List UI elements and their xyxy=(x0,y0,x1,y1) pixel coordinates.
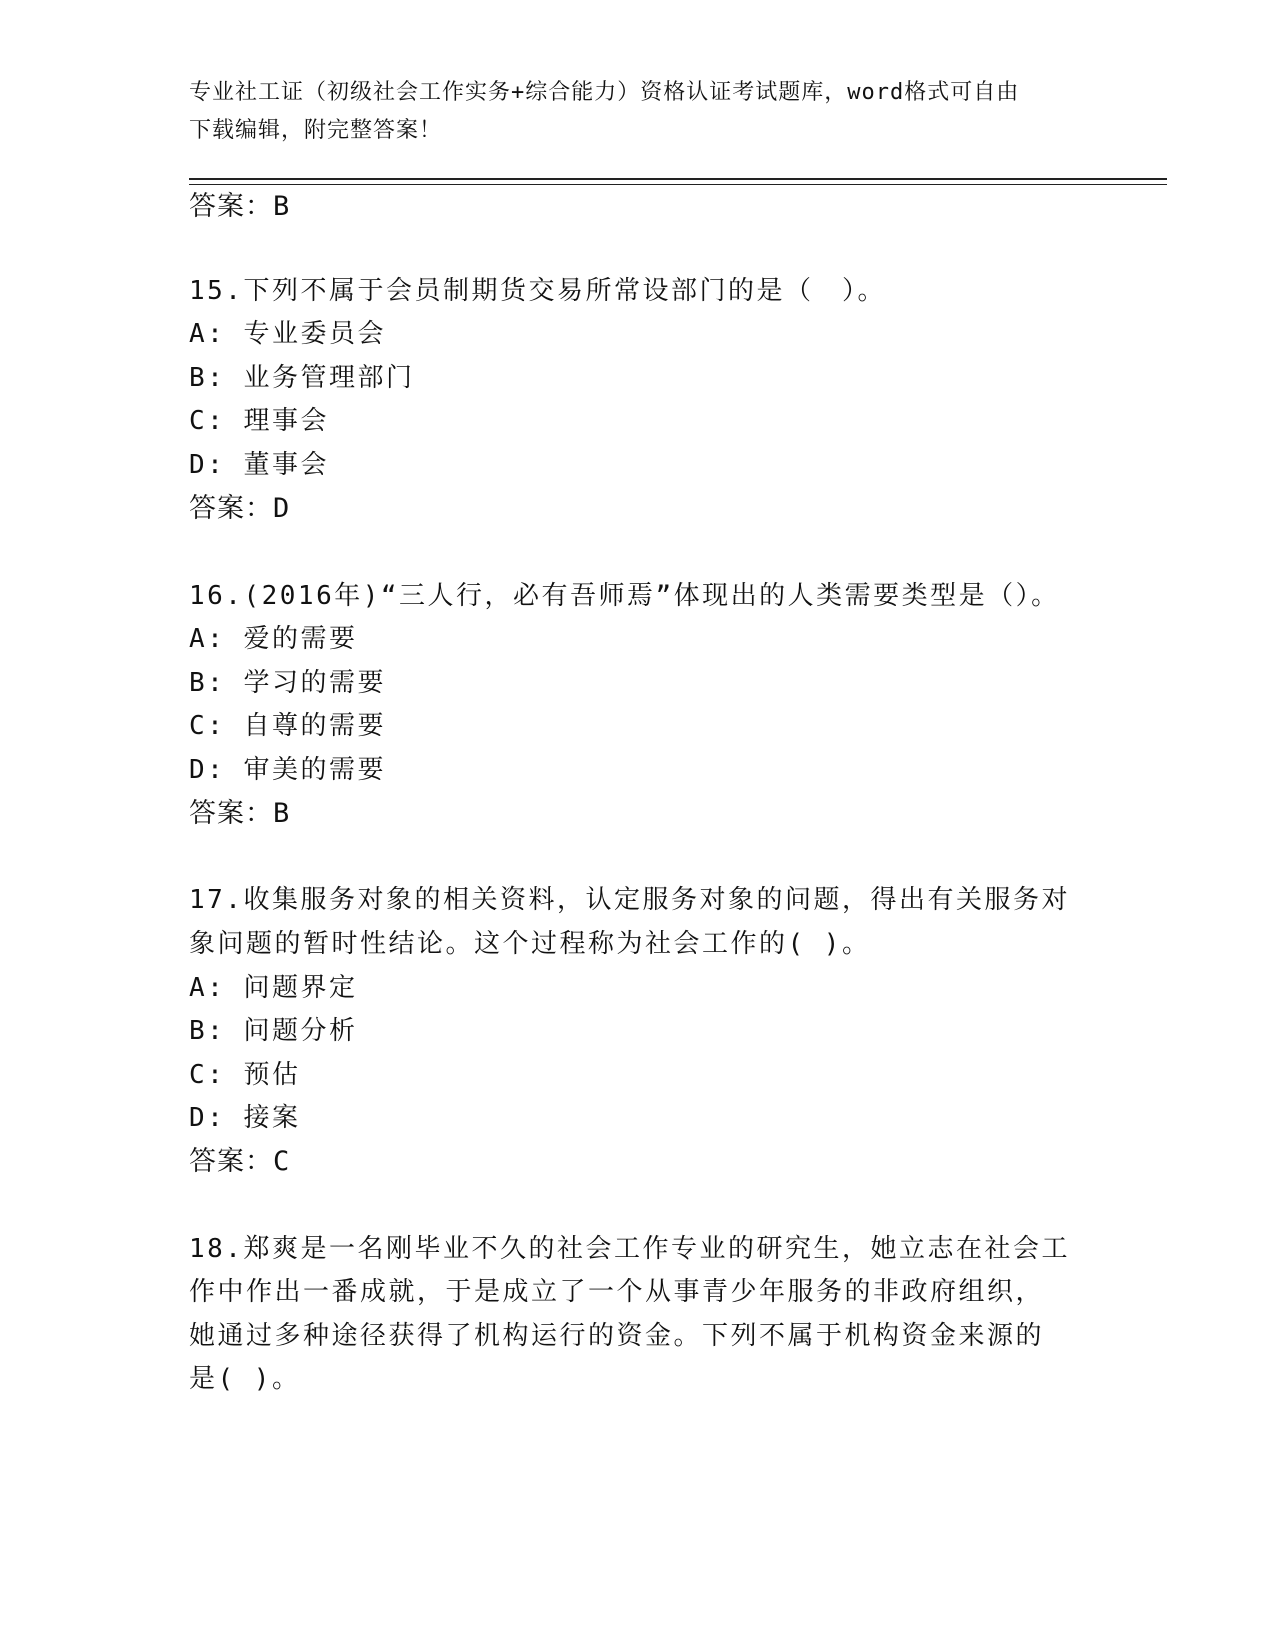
document-header xyxy=(189,74,1089,150)
question-17-option-a: A: 问题界定 xyxy=(189,973,358,1003)
question-15-answer: 答案：D xyxy=(189,493,291,524)
question-16-answer: 答案：B xyxy=(189,798,291,829)
previous-answer: 答案：B xyxy=(189,191,291,222)
question-15-option-d: D: 董事会 xyxy=(189,450,329,480)
question-15-option-c: C: 理事会 xyxy=(189,406,329,436)
header-line-1: 专业社工证（初级社会工作实务+综合能力）资格认证考试题库，word格式可自由 xyxy=(189,80,1020,105)
question-18-stem-line-3: 她通过多种途径获得了机构运行的资金。下列不属于机构资金来源的 xyxy=(189,1321,1045,1351)
question-18-stem-line-2: 作中作出一番成就，于是成立了一个从事青少年服务的非政府组织， xyxy=(189,1277,1045,1307)
question-17-option-b: B: 问题分析 xyxy=(189,1016,358,1046)
question-18-stem-line-1: 18.郑爽是一名刚毕业不久的社会工作专业的研究生，她立志在社会工 xyxy=(189,1234,1070,1264)
question-15-stem: 15.下列不属于会员制期货交易所常设部门的是（ ）。 xyxy=(189,276,886,306)
question-16-option-b: B: 学习的需要 xyxy=(189,668,386,698)
question-16-option-d: D: 审美的需要 xyxy=(189,755,386,785)
header-line-2: 下载编辑，附完整答案！ xyxy=(189,118,443,143)
header-divider xyxy=(189,178,1167,180)
question-17-option-c: C: 预估 xyxy=(189,1060,301,1090)
question-16-option-a: A: 爱的需要 xyxy=(189,624,358,654)
question-17-answer: 答案：C xyxy=(189,1146,291,1177)
question-17-stem-line-2: 象问题的暂时性结论。这个过程称为社会工作的( )。 xyxy=(189,929,871,959)
question-16-option-c: C: 自尊的需要 xyxy=(189,711,386,741)
question-18-stem-line-4: 是( )。 xyxy=(189,1364,301,1394)
question-16-stem: 16.(2016年)“三人行，必有吾师焉”体现出的人类需要类型是（）。 xyxy=(189,581,1060,611)
question-15-option-a: A: 专业委员会 xyxy=(189,319,386,349)
question-15-option-b: B: 业务管理部门 xyxy=(189,363,415,393)
question-17-stem-line-1: 17.收集服务对象的相关资料，认定服务对象的问题，得出有关服务对 xyxy=(189,885,1070,915)
question-17-option-d: D: 接案 xyxy=(189,1103,301,1133)
header-divider-thin xyxy=(189,184,1167,185)
